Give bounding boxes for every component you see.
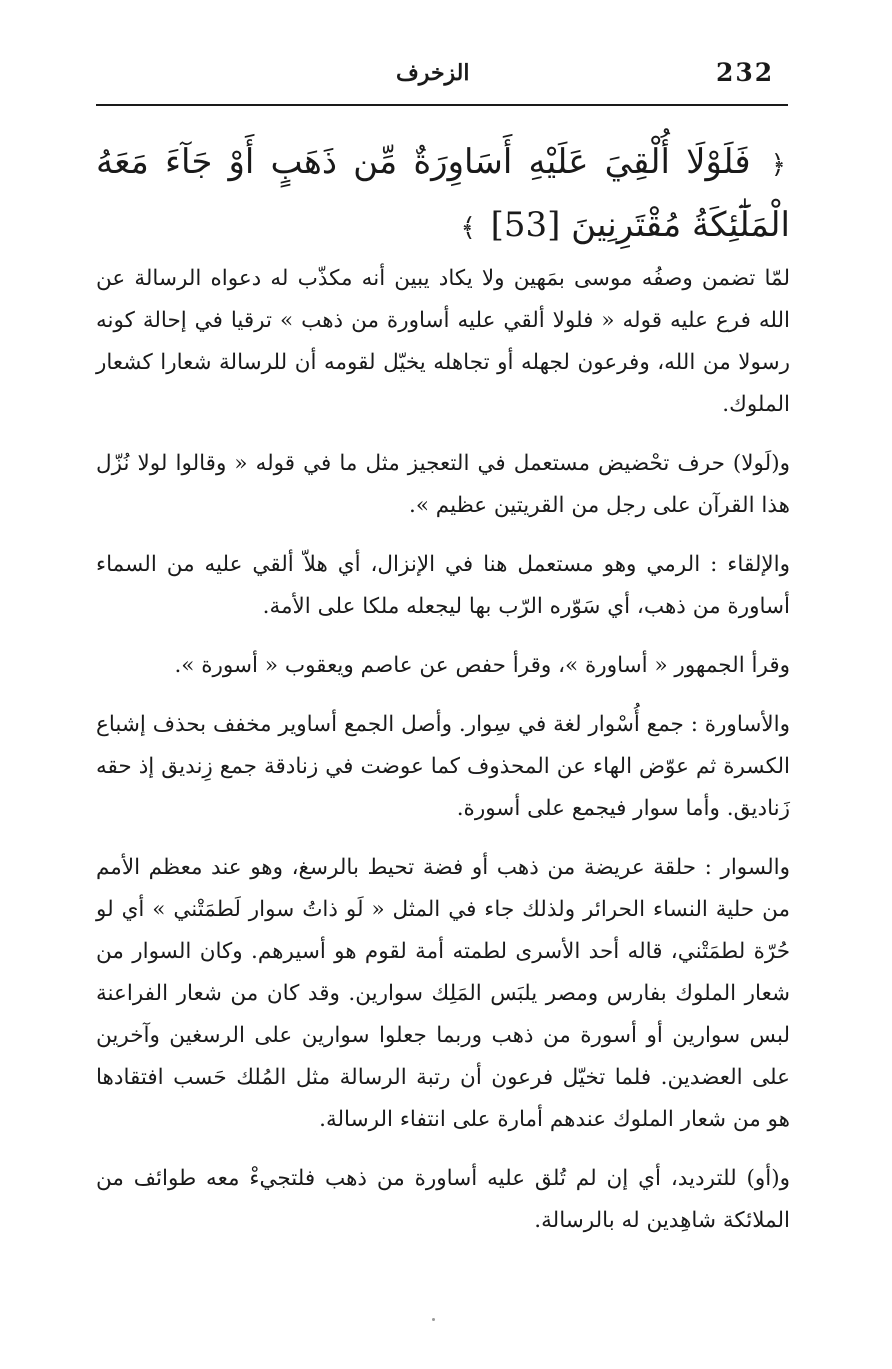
commentary-body <box>96 258 790 1259</box>
paragraph: و(لَولا) حرف تحْضيض مستعمل في التعجيز مثل ما في قوله « وقالوا لولا نُزّل هذا القرآن على رجل من القريتين عظيم ». <box>96 451 790 518</box>
verse-close-ornament: ﴾ <box>460 213 476 243</box>
paragraph: وقرأ الجمهور « أساورة »، وقرأ حفص عن عاصم ويعقوب « أسورة ». <box>174 653 790 678</box>
verse-open-ornament: ﴿ <box>770 150 786 180</box>
verse-text: فَلَوْلَا أُلْقِيَ عَلَيْهِ أَسَاوِرَةٌ مِّن ذَهَبٍ أَوْ جَآءَ مَعَهُ الْمَلَٰٓئِكَةُ مُقْتَرِنِينَ [53] <box>96 142 790 245</box>
quran-verse <box>96 132 790 258</box>
paragraph: والسوار : حلقة عريضة من ذهب أو فضة تحيط بالرسغ، وهو عند معظم الأمم من حلية النساء الحرائر ولذلك جاء في المثل « لَو ذاتُ سوار لَطمَتْني » أي لو حُرّة لطمَتْني، قاله أحد الأسرى لطمته أمة لقوم هو أسيرهم. وكان السوار من شعار الملوك بفارس ومصر يلبَس المَلِك سوارين. وقد كان من شعار الفراعنة لبس سوارين أو أسورة من ذهب وربما جعلوا سوارين على الرسغين وآخرين على العضدين. فلما تخيّل فرعون أن رتبة الرسالة مثل المُلك حَسب افتقادها هو من شعار الملوك عندهم أمارة على انتفاء الرسالة. <box>96 855 790 1132</box>
running-title: الزخرف <box>396 60 470 86</box>
scan-speck <box>432 1318 435 1321</box>
page-header <box>96 56 788 96</box>
header-divider <box>96 104 788 106</box>
paragraph: والإلقاء : الرمي وهو مستعمل هنا في الإنزال، أي هلاّ ألقي عليه من السماء أساورة من ذهب، أي سَوّره الرّب بها ليجعله ملكا على الأمة. <box>96 552 790 619</box>
paragraph: لمّا تضمن وصفُه موسى بمَهين ولا يكاد يبين أنه مكذّب له دعواه الرسالة عن الله فرع عليه قوله « فلولا ألقي عليه أساورة من ذهب » ترقيا في إحالة كونه رسولا من الله، وفرعون لجهله أو تجاهله يخيّل لقومه أن للرسالة شعارا كشعار الملوك. <box>96 266 790 417</box>
page-number: 232 <box>716 58 775 87</box>
paragraph: والأساورة : جمع أُسْوار لغة في سِوار. وأصل الجمع أساوير مخفف بحذف إشباع الكسرة ثم عوّض الهاء عن المحذوف كما عوضت في زنادقة جمع زِنديق إذ حقه زَناديق. وأما سوار فيجمع على أسورة. <box>96 712 790 821</box>
paragraph: و(أو) للترديد، أي إن لم تُلق عليه أساورة من ذهب فلتجيءْ معه طوائف من الملائكة شاهِدين له بالرسالة. <box>96 1166 790 1233</box>
